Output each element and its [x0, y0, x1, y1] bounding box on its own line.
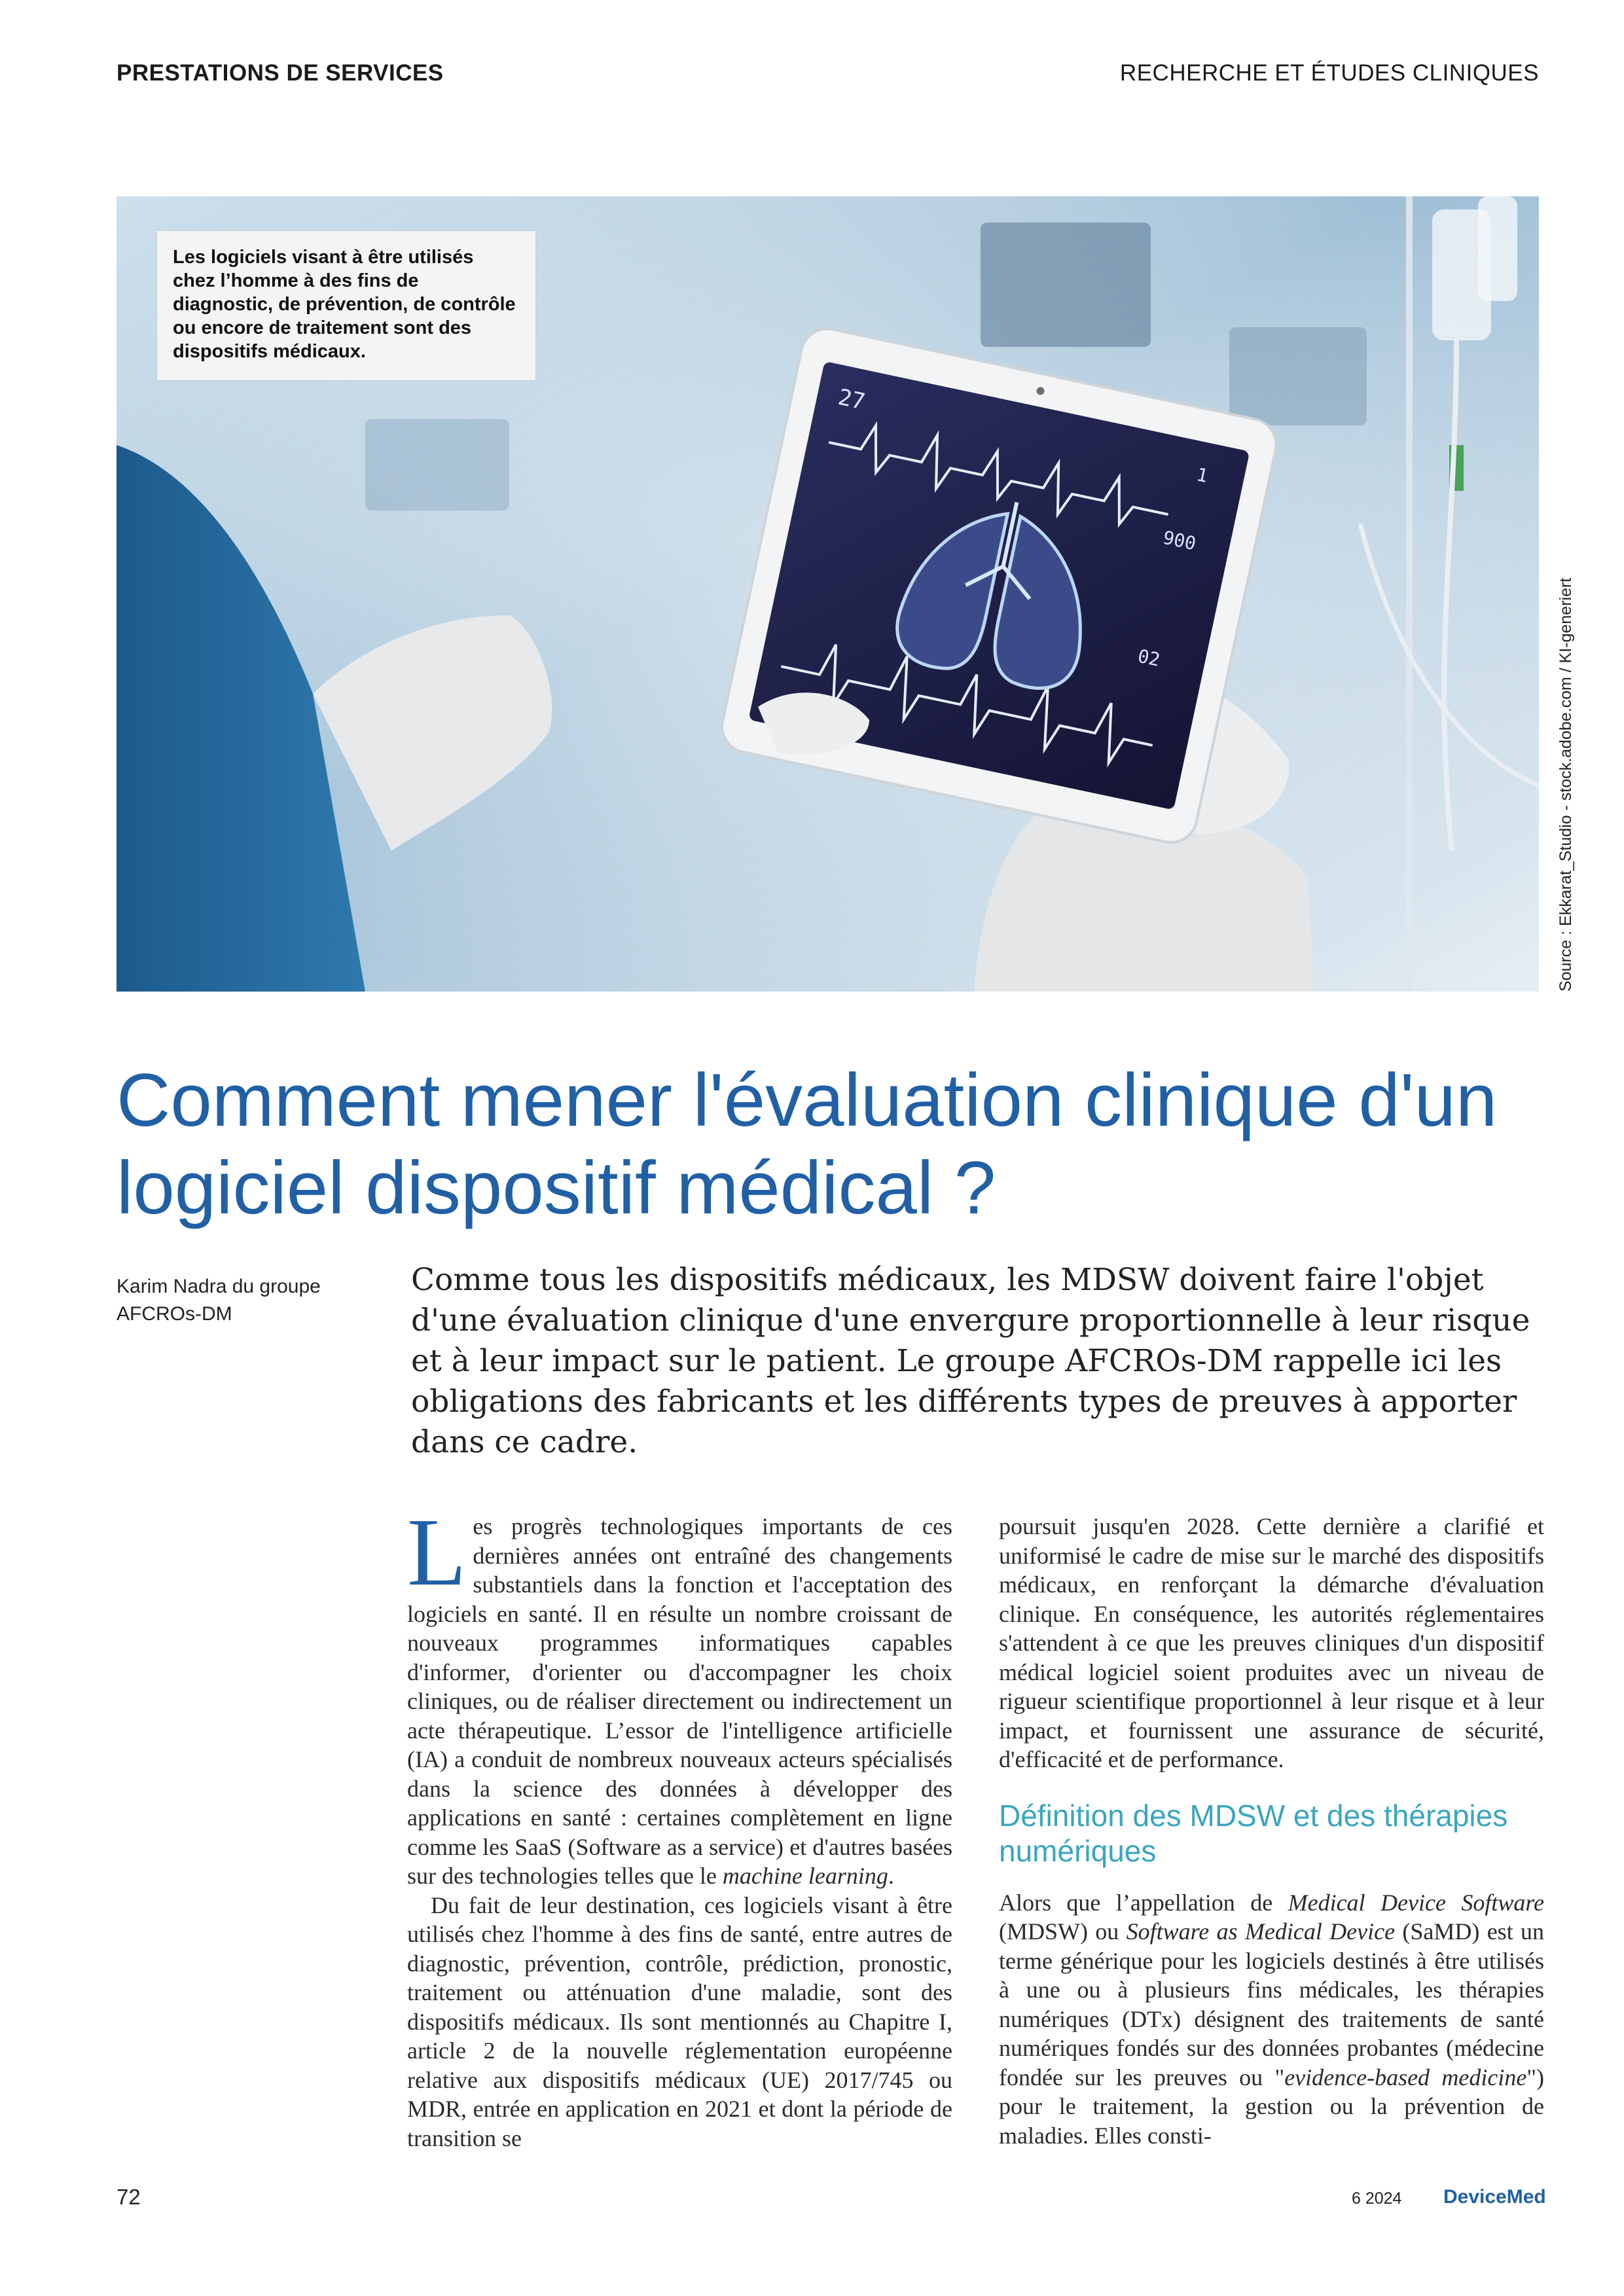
photo-source-credit: Source : Ekkarat_Studio - stock.adobe.com / KI-generiert	[1557, 577, 1575, 992]
section-label: PRESTATIONS DE SERVICES	[117, 60, 444, 86]
photo-caption: Les logiciels visant à être utilisés chez l’homme à des fins de diagnostic, de prévention, de contrôle ou encore de traitement sont des dispositifs médicaux.	[157, 231, 535, 380]
screen-number-1: 27	[835, 384, 868, 416]
page-number: 72	[117, 2185, 141, 2209]
screen-number-3: 02	[1136, 645, 1163, 671]
article-title: Comment mener l'évaluation clinique d'un logiciel dispositif médical ?	[117, 1059, 1498, 1230]
body-column-1	[407, 1499, 952, 2153]
body-paragraph: Les progrès technologiques importants de ces dernières années ont entraîné des changements substantiels dans la fonction et l'acceptation des logiciels en santé. Il en résulte un nombre croissant de nouveaux programmes informatiques capables d'informer, d'orienter ou d'accompagner les choix cliniques, ou de réaliser directement ou indirectement un acte thérapeutique. L’essor de l'intelligence artificielle (IA) a conduit de nombreux nouveaux acteurs spécialisés dans la science des données à développer des applications en santé : certaines complètement en ligne comme les SaaS (Software as a service) et d'autres basées sur des technologies telles que le machine learning.	[407, 1499, 952, 1889]
body-paragraph: poursuit jusqu'en 2028. Cette dernière a clarifié et uniformisé le cadre de mise sur le marché des dispositifs médicaux, en renforçant la démarche d'évaluation clinique. En conséquence, les autorités réglementaires s'attendent à ce que les preuves cliniques d'un dispositif médical logiciel soient produites avec un niveau de rigueur scientifique proportionnel à leur risque et à leur impact, et fournissent une assurance de sécurité, d'efficacité et de performance.	[999, 1513, 1544, 1772]
publication-logo: DeviceMed	[1443, 2186, 1546, 2208]
screen-number-2: 900	[1161, 526, 1199, 555]
body-paragraph: Alors que l’appellation de Medical Device Software (MDSW) ou Software as Medical Device (SaMD) est un terme générique pour les logiciels destinés à être utilisés à une ou à plusieurs fins médicales, les thérapies numériques (DTx) désignent des traitements de santé numériques fondés sur des données probantes (médecine fondée sur les preuves ou "evidence-based medicine") pour le traitement, la gestion ou la prévention de maladies. Elles consti-	[999, 1889, 1545, 2149]
category-label: RECHERCHE ET ÉTUDES CLINIQUES	[1119, 60, 1539, 86]
body-column-2	[999, 1512, 1544, 2150]
article-lede: Comme tous les dispositifs médicaux, les MDSW doivent faire l'objet d'une évaluation clinique d'une envergure proportionnelle à leur risque et à leur impact sur le patient. Le groupe AFCROs-DM rappelle ici les obligations des fabricants et les différents types de preuves à apporter dans ce cadre.	[411, 1262, 1530, 1460]
screen-number-4: 1	[1194, 463, 1210, 487]
article-author: Karim Nadra du groupe AFCROs-DM	[117, 1276, 321, 1325]
section-subheading: Définition des MDSW et des thérapies numériques	[999, 1798, 1508, 1868]
body-paragraph: Du fait de leur destination, ces logiciels visant à être utilisés chez l'homme à des fins de santé, entre autres de diagnostic, prévention, contrôle, prédiction, pronostic, traitement ou atténuation d'une maladie, sont des dispositifs médicaux. Ils sont mentionnés au Chapitre I, article 2 de la nouvelle réglementation européenne relative aux dispositifs médicaux (UE) 2017/745 ou MDR, entrée en application en 2021 et dont la période de transition se	[407, 1892, 952, 2151]
issue-label: 6 2024	[1352, 2189, 1402, 2208]
drop-cap: L	[407, 1499, 467, 1606]
